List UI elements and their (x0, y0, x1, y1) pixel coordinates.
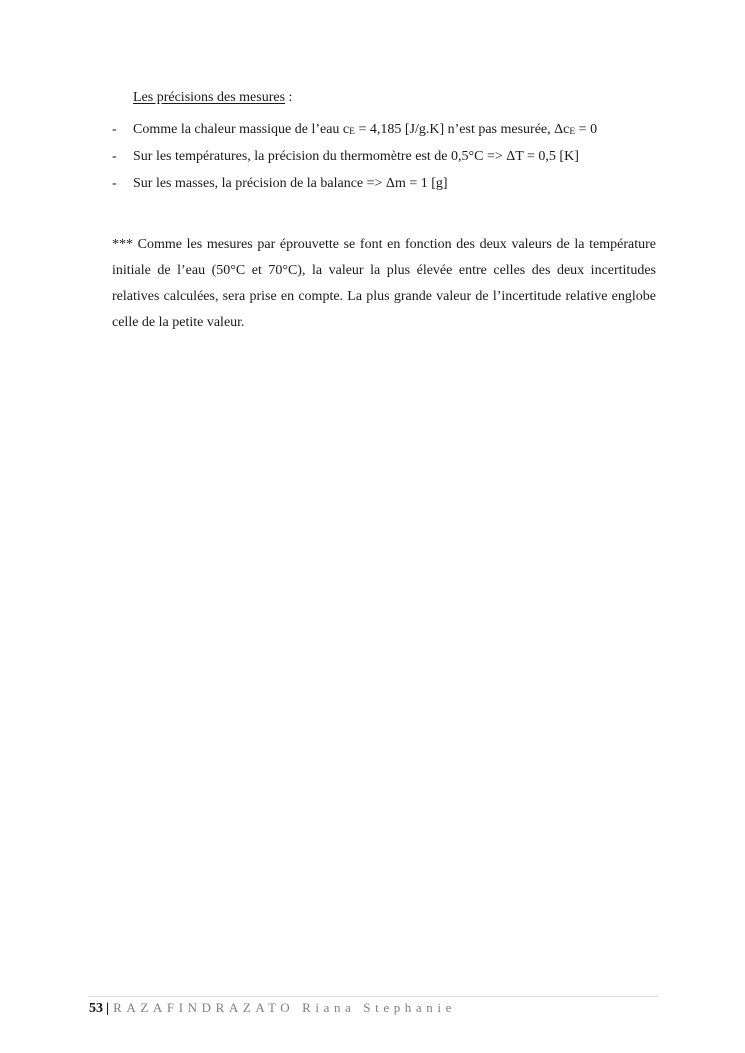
bullet-dash: - (112, 176, 117, 191)
bullet-text-heat-capacity (133, 120, 597, 142)
list-item (112, 174, 672, 201)
page-number: 53 (89, 1001, 103, 1016)
section-heading (133, 89, 292, 107)
footer-author: RAZAFINDRAZATO Riana Stephanie (113, 1000, 456, 1015)
section-heading-colon: : (285, 90, 293, 105)
precision-list (112, 120, 672, 201)
subscript-e: E (349, 127, 355, 137)
subscript-e: E (569, 127, 576, 137)
bullet-text-part: = 4,185 [J/g.K] n’est pas mesurée, Δc (354, 122, 570, 137)
bullet-text-temperature: Sur les températures, la précision du thermomètre est de 0,5°C => ΔT = 0,5 [K] (133, 149, 579, 164)
section-heading-title: Les précisions des mesures (133, 90, 286, 105)
page-footer (89, 999, 456, 1018)
bullet-text-part: Comme la chaleur massique de l’eau c (133, 122, 350, 137)
body-paragraph: *** Comme les mesures par éprouvette se font en fonction des deux valeurs de la température initiale de l’eau (50°C et 70°C), la valeur la plus élevée entre celles des deux incertitudes relatives calculées, sera prise en compte. La plus grande valeur de l’incertitude relative englobe celle de la petite valeur. (112, 237, 656, 330)
bullet-dash: - (112, 122, 117, 137)
list-item (112, 120, 672, 147)
footer-separator: | (106, 1001, 110, 1016)
bullet-text-mass: Sur les masses, la précision de la balance => Δm = 1 [g] (133, 176, 448, 191)
footer-divider (88, 996, 658, 997)
bullet-dash: - (112, 149, 117, 164)
bullet-text-part: = 0 (575, 122, 598, 137)
list-item (112, 147, 672, 174)
